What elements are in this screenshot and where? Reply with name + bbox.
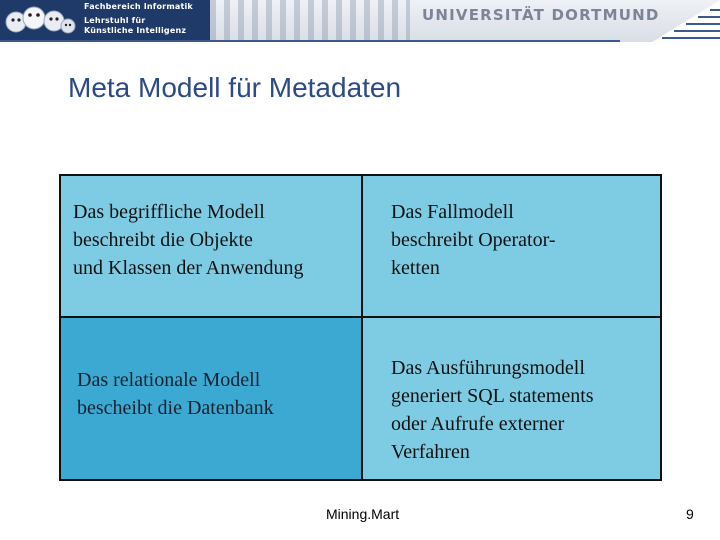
case-model-text: Das Fallmodell beschreibt Operator- ketten xyxy=(391,201,556,279)
slide-title: Meta Modell für Metadaten xyxy=(68,72,402,103)
cell-case-model xyxy=(363,176,660,318)
conceptual-model-text: Das begriffliche Modell beschreibt die Objekte und Klassen der Anwendung xyxy=(73,201,304,279)
university-stripes-mark-icon xyxy=(620,0,720,42)
department-text xyxy=(84,2,193,36)
chair-name-line2: Künstliche Intelligenz xyxy=(84,26,187,35)
model-grid xyxy=(59,174,662,481)
mascot-figures-icon xyxy=(4,2,76,40)
department-logo-block xyxy=(0,0,210,42)
footer-project-name: Mining.Mart xyxy=(326,506,400,522)
relational-model-text: Das relationale Modell bescheibt die Datenbank xyxy=(77,369,274,419)
banner-decoration xyxy=(210,0,410,42)
university-name: UNIVERSITÄT DORTMUND xyxy=(422,6,660,24)
header-banner xyxy=(0,0,720,42)
cell-relational-model xyxy=(61,318,363,479)
page-number: 9 xyxy=(686,506,694,522)
cell-conceptual-model xyxy=(61,176,363,318)
department-name: Fachbereich Informatik xyxy=(84,2,193,11)
cell-execution-model xyxy=(363,318,660,479)
execution-model-text: Das Ausführungsmodell generiert SQL statements oder Aufrufe externer Verfahren xyxy=(391,357,594,463)
chair-name-line1: Lehrstuhl für xyxy=(84,16,146,25)
header-rule xyxy=(0,40,620,42)
